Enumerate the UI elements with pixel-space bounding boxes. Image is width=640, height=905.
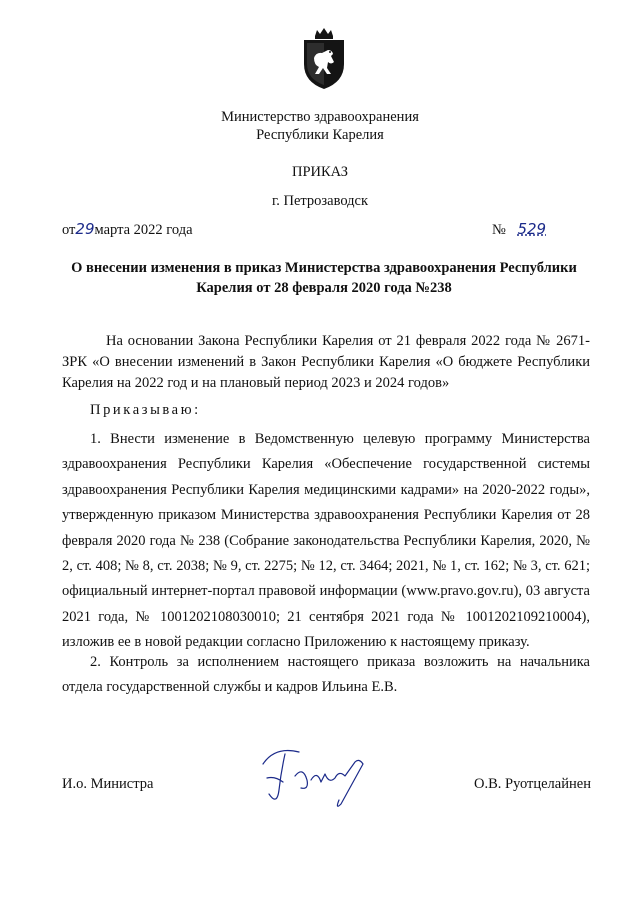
- date-prefix: от: [62, 222, 76, 238]
- number-label: №: [492, 222, 506, 238]
- signatory-position: И.о. Министра: [62, 776, 154, 792]
- city-line: г. Петрозаводск: [271, 193, 369, 209]
- coat-of-arms-icon: [301, 28, 347, 90]
- doc-type-heading: ПРИКАЗ: [291, 164, 349, 180]
- handwritten-signature: [255, 742, 385, 812]
- order-number: [492, 220, 554, 239]
- document-title: О внесении изменения в приказ Министерства здравоохранения Республики Карелия от 28 февраля 2020 года №238: [71, 260, 577, 296]
- ministry-line-2: Республики Карелия: [256, 127, 384, 143]
- item-2-paragraph: 2. Контроль за исполнением настоящего приказа возложить на начальника отдела государственной службы и кадров Ильина Е.В.: [62, 654, 590, 695]
- handwritten-day: 29: [75, 220, 95, 238]
- ministry-line-1: Министерство здравоохранения: [221, 109, 419, 125]
- basis-paragraph: На основании Закона Республики Карелия от 21 февраля 2022 года № 2671-ЗРК «О внесении изменений в Закон Республики Карелия «О бюджете Республики Карелия на 2022 год и на плановый период 2023 и 2024 годов»: [62, 333, 590, 391]
- signatory-name: О.В. Руотцелайнен: [474, 776, 591, 792]
- handwritten-number: 529: [517, 220, 547, 238]
- order-word: Приказываю:: [90, 402, 201, 418]
- date-month-year: марта 2022 года: [94, 222, 193, 238]
- date-line: [62, 220, 193, 239]
- item-1-paragraph: 1. Внести изменение в Ведомственную целевую программу Министерства здравоохранения Республики Карелия «Обеспечение государственной системы здравоохранения Республики Карелия медицинскими кадрами» на 2020-2022 годы», утвержденную приказом Министерства здравоохранения Республики Карелия от 28 февраля 2020 года № 238 (Собрание законодательства Республики Карелия, 2020, № 2, ст. 408; № 8, ст. 2038; № 9, ст. 2275; № 12, ст. 3464; 2021, № 1, ст. 162; № 3, ст. 621; официальный интернет-портал правовой информации (www.pravo.gov.ru), 03 августа 2021 года, № 1001202108030010; 21 сентября 2021 года № 1001202109210004), изложив ее в новой редакции согласно Приложению к настоящему приказу.: [62, 431, 590, 651]
